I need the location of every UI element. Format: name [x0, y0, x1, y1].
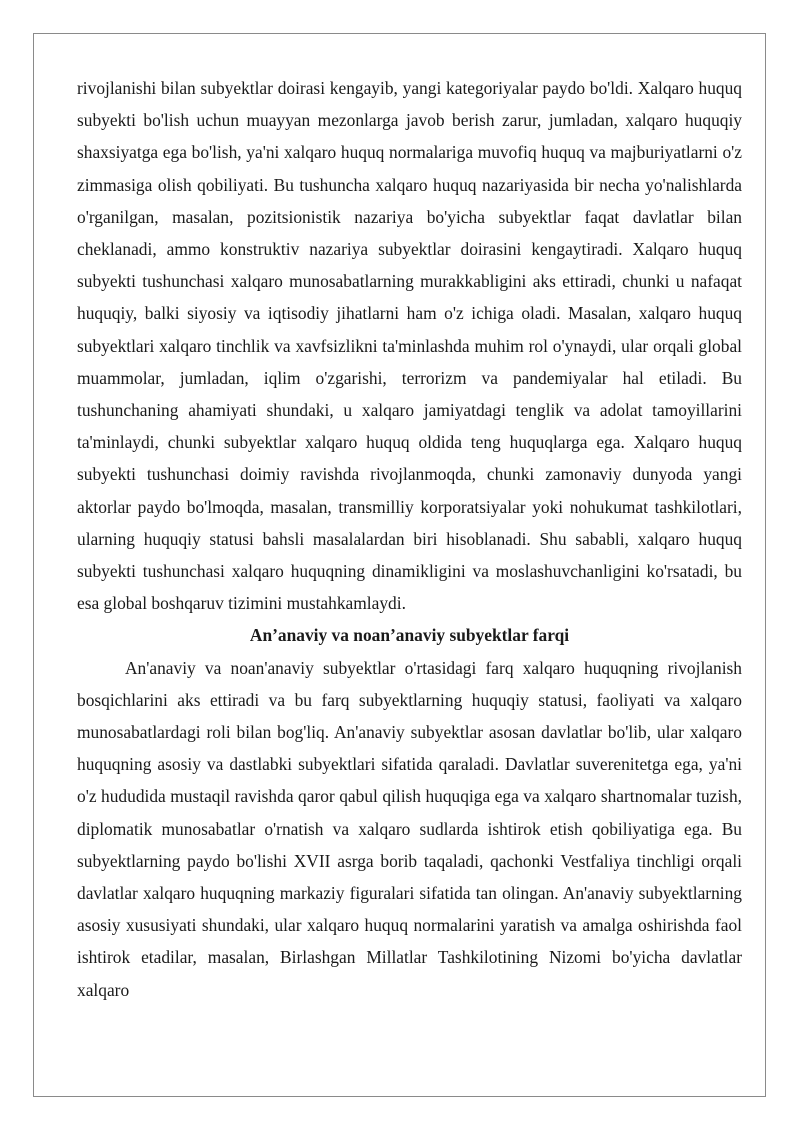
section-heading: An’anaviy va noan’anaviy subyektlar farqi — [249, 625, 570, 646]
body-paragraph: rivojlanishi bilan subyektlar doirasi kengayib, yangi kategoriyalar paydo bo'ldi. Xalqaro huquq subyekti bo'lish uchun muayyan mezonlarga javob berish zarur, jumladan, xalqaro huquqiy shaxsiyatga ega bo'lish, ya'ni xalqaro huquq normalariga muvofiq huquq va majburiyatlarni o'z zimmasiga olish qobiliyati. Bu tushuncha xalqaro huquq nazariyasida bir necha yo'nalishlarda o'rganilgan, masalan, pozitsionistik nazariya bo'yicha subyektlar faqat davlatlar bilan cheklanadi, ammo konstruktiv nazariya subyektlar doirasini kengaytiradi. Xalqaro huquq subyekti tushunchasi xalqaro munosabatlarning murakkabligini aks ettiradi, chunki u nafaqat huquqiy, balki siyosiy va iqtisodiy jihatlarni ham o'z ichiga oladi. Masalan, xalqaro huquq subyektlari xalqaro tinchlik va xavfsizlikni ta'minlashda muhim rol o'ynaydi, ular orqali global muammolar, jumladan, iqlim o'zgarishi, terrorizm va pandemiyalar hal etiladi. Bu tushunchaning ahamiyati shundaki, u xalqaro jamiyatdagi tenglik va adolat tamoyillarini ta'minlaydi, chunki subyektlar xalqaro huquq oldida teng huquqlarga ega. Xalqaro huquq subyekti tushunchasi doimiy ravishda rivojlanmoqda, chunki zamonaviy dunyoda yangi aktorlar paydo bo'lmoqda, masalan, transmilliy korporatsiyalar yoki nohukumat tashkilotlari, ularning huquqiy statusi bahsli masalalardan biri hisoblanadi. Shu sababli, xalqaro huquq subyekti tushunchasi xalqaro huquqning dinamikligini va moslashuvchanligini ko'rsatadi, bu esa global boshqaruv tizimini mustahkamlaydi. — [77, 78, 742, 614]
document-body — [77, 72, 742, 1006]
body-paragraph: An'anaviy va noan'anaviy subyektlar o'rtasidagi farq xalqaro huquqning rivojlanish bosqichlarini aks ettiradi va bu farq subyektlarning huquqiy statusi, faoliyati va xalqaro munosabatlardagi roli bilan bog'liq. An'anaviy subyektlar asosan davlatlar bo'lib, ular xalqaro huquqning asosiy va dastlabki subyektlari sifatida qaraladi. Davlatlar suverenitetga ega, ya'ni o'z hududida mustaqil ravishda qaror qabul qilish huquqiga ega va xalqaro shartnomalar tuzish, diplomatik munosabatlar o'rnatish va xalqaro sudlarda ishtirok etish qobiliyatiga ega. Bu subyektlarning paydo bo'lishi XVII asrga borib taqaladi, qachonki Vestfaliya tinchligi orqali davlatlar xalqaro huquqning markaziy figuralari sifatida tan olingan. An'anaviy subyektlarning asosiy xususiyati shundaki, ular xalqaro huquq normalarini yaratish va amalga oshirishda faol ishtirok etadilar, masalan, Birlashgan Millatlar Tashkilotining Nizomi bo'yicha davlatlar xalqaro — [77, 657, 742, 1000]
